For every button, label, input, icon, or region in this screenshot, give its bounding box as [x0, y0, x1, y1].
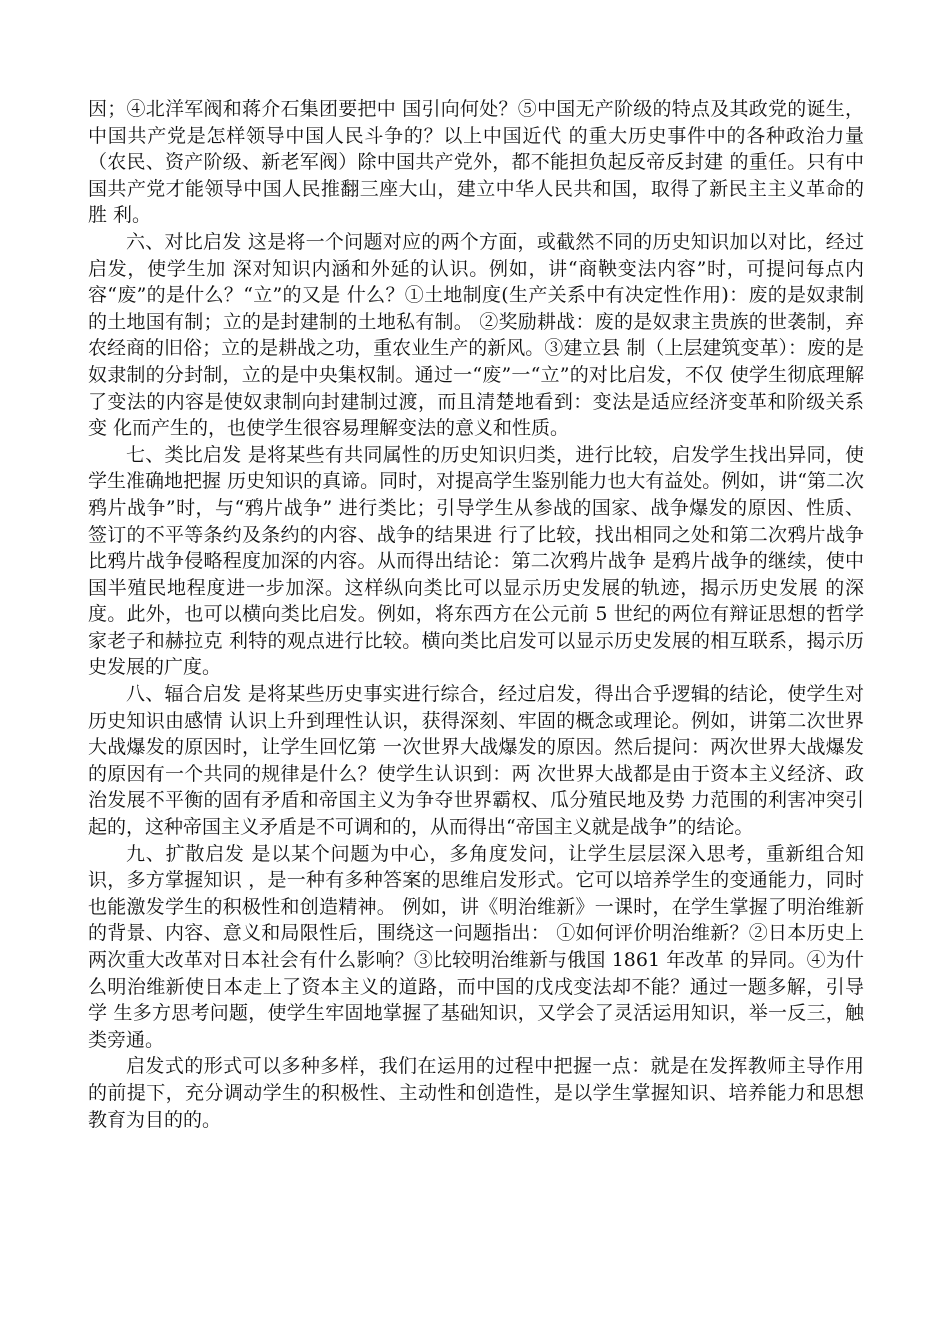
paragraph-contrast-inspiration: 六、对比启发 这是将一个问题对应的两个方面，或截然不同的历史知识加以对比，经过启发，使学生加 深对知识内涵和外延的认识。例如，讲“商鞅变法内容”时，可提问每点内容“废”的是什么？“立”的又是 什么？①土地制度(生产关系中有决定性作用)：废的是奴隶制的土地国有制；立的是封建制的土地私有制。 ②奖励耕战：废的是奴隶主贵族的世袭制，弃农经商的旧俗；立的是耕战之功，重农业生产的新风。③建立县 制（上层建筑变革）：废的是奴隶制的分封制，立的是中央集权制。通过一“废”一“立”的对比启发，不仅 使学生彻底理解了变法的内容是使奴隶制向封建制过渡，而且清楚地看到：变法是适应经济变革和阶级关系变 化而产生的，也使学生很容易理解变法的意义和性质。 [88, 230, 864, 440]
paragraph-continuation: 因；④北洋军阀和蒋介石集团要把中 国引向何处？⑤中国无产阶级的特点及其政党的诞生，中国共产党是怎样领导中国人民斗争的？以上中国近代 的重大历史事件中的各种政治力量（农民、资产阶级、新老军阀）除中国共产党外，都不能担负起反帝反封建 的重任。只有中国共产党才能领导中国人民推翻三座大山，建立中华人民共和国，取得了新民主主义革命的胜 利。 [88, 98, 864, 227]
paragraph-convergent-inspiration: 八、辐合启发 是将某些历史事实进行综合，经过启发，得出合乎逻辑的结论，使学生对历史知识由感情 认识上升到理性认识，获得深刻、牢固的概念或理论。例如，讲第二次世界大战爆发的原因时，让学生回忆第 一次世界大战爆发的原因。然后提问：两次世界大战爆发的原因有一个共同的规律是什么？使学生认识到：两 次世界大战都是由于资本主义经济、政治发展不平衡的固有矛盾和帝国主义为争夺世界霸权、瓜分殖民地及势 力范围的利害冲突引起的，这种帝国主义矛盾是不可调和的，从而得出“帝国主义就是战争”的结论。 [88, 683, 864, 839]
paragraph-divergent-inspiration: 九、扩散启发 是以某个问题为中心，多角度发问，让学生层层深入思考，重新组合知识，多方掌握知识 ，是一种有多种答案的思维启发形式。它可以培养学生的变通能力，同时也能激发学生的积极性和创造精神。 例如，讲《明治维新》一课时，在学生掌握了明治维新的背景、内容、意义和局限性后，围绕这一问题指出： ①如何评价明治维新？②日本历史上两次重大改革对日本社会有什么影响？③比较明治维新与俄国 1861 年改革 的异同。④为什么明治维新使日本走上了资本主义的道路，而中国的戊戌变法却不能？通过一题多解，引导学 生多方思考问题，使学生牢固地掌握了基础知识，又学会了灵活运用知识，举一反三，触类旁通。 [88, 842, 864, 1051]
paragraph-analogy-inspiration: 七、类比启发 是将某些有共同属性的历史知识归类，进行比较，启发学生找出异同，使学生准确地把握 历史知识的真谛。同时，对提高学生鉴别能力也大有益处。例如，讲“第二次鸦片战争”时，与“鸦片战争” 进行类比；引导学生从参战的国家、战争爆发的原因、性质、签订的不平等条约及条约的内容、战争的结果进 行了比较，找出相同之处和第二次鸦片战争比鸦片战争侵略程度加深的内容。从而得出结论：第二次鸦片战争 是鸦片战争的继续，使中国半殖民地程度进一步加深。这样纵向类比可以显示历史发展的轨迹，揭示历史发展 的深度。此外，也可以横向类比启发。例如，将东西方在公元前 5 世纪的两位有辩证思想的哲学家老子和赫拉克 利特的观点进行比较。横向类比启发可以显示历史发展的相互联系，揭示历史发展的广度。 [88, 443, 864, 679]
document-body [88, 96, 864, 1133]
paragraph-conclusion: 启发式的形式可以多种多样，我们在运用的过程中把握一点：就是在发挥教师主导作用的前提下，充分调动学生的积极性、主动性和创造性，是以学生掌握知识、培养能力和思想教育为目的的。 [88, 1055, 864, 1131]
